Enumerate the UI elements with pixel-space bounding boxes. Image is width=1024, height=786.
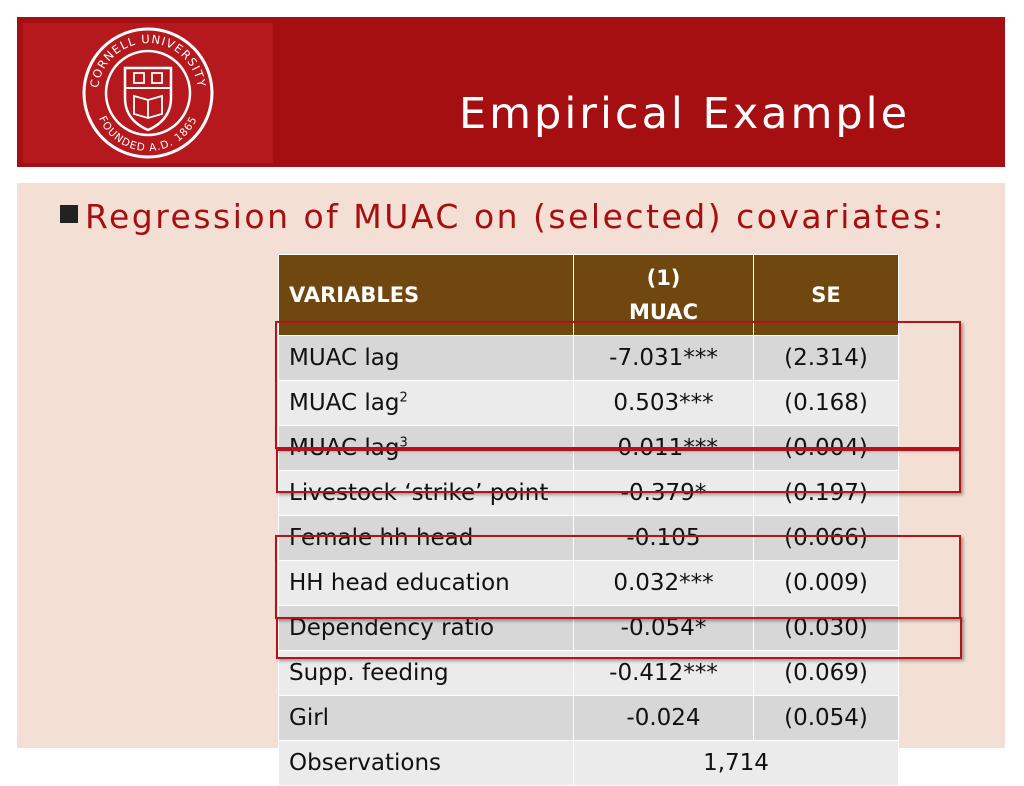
coefficient-value: -0.011*** — [574, 426, 754, 471]
observations-row — [279, 741, 899, 786]
coefficient-value: -0.054* — [574, 606, 754, 651]
variable-name: Girl — [279, 696, 574, 741]
svg-text:CORNELL UNIVERSITY — [87, 32, 209, 89]
variable-exponent: 3 — [399, 435, 408, 451]
variable-exponent: 2 — [399, 390, 408, 406]
header-model-name: MUAC — [629, 300, 698, 324]
highlight-box-education — [275, 535, 961, 619]
bullet-square-icon — [60, 205, 78, 223]
standard-error-value: (0.054) — [754, 696, 899, 741]
coefficient-value: -0.412*** — [574, 651, 754, 696]
highlight-box-muac-lags — [275, 321, 961, 449]
slide-title: Empirical Example — [459, 89, 911, 139]
coefficient-value: -0.105 — [574, 516, 754, 561]
observations-label: Observations — [279, 741, 574, 786]
coefficient-value: -0.379* — [574, 471, 754, 516]
header-se: SE — [754, 255, 899, 336]
cornell-seal-logo — [79, 26, 217, 160]
table-row — [279, 696, 899, 741]
variable-name: MUAC lag — [279, 336, 574, 381]
standard-error-value: (0.009) — [754, 561, 899, 606]
standard-error-value: (0.069) — [754, 651, 899, 696]
variable-name: Female hh head — [279, 516, 574, 561]
variable-name: Dependency ratio — [279, 606, 574, 651]
logo-founded-text: FOUNDED A.D. 1865 — [96, 114, 200, 155]
header-variables: VARIABLES — [279, 255, 574, 336]
variable-name: HH head education — [279, 561, 574, 606]
cornell-logo-panel — [23, 23, 273, 163]
coefficient-value: 0.503*** — [574, 381, 754, 426]
slide-header — [17, 17, 1005, 167]
coefficient-value: -0.024 — [574, 696, 754, 741]
logo-ring-text: CORNELL UNIVERSITY — [87, 31, 209, 89]
standard-error-value: (0.168) — [754, 381, 899, 426]
coefficient-value: 0.032*** — [574, 561, 754, 606]
bullet-text: Regression of MUAC on (selected) covariates: — [85, 197, 947, 236]
standard-error-value: (0.197) — [754, 471, 899, 516]
coefficient-value: -7.031*** — [574, 336, 754, 381]
observations-value: 1,714 — [574, 741, 899, 786]
variable-name: MUAC lag$^2$ — [279, 381, 574, 426]
variable-name: Livestock ‘strike’ point — [279, 471, 574, 516]
highlight-box-dependency — [276, 617, 962, 659]
highlight-box-livestock — [276, 449, 961, 493]
standard-error-value: (0.066) — [754, 516, 899, 561]
variable-name: MUAC lag$^3$ — [279, 426, 574, 471]
variable-name: Supp. feeding — [279, 651, 574, 696]
standard-error-value: (2.314) — [754, 336, 899, 381]
header-model-number: (1) — [646, 266, 681, 290]
standard-error-value: (0.030) — [754, 606, 899, 651]
standard-error-value: (0.004) — [754, 426, 899, 471]
